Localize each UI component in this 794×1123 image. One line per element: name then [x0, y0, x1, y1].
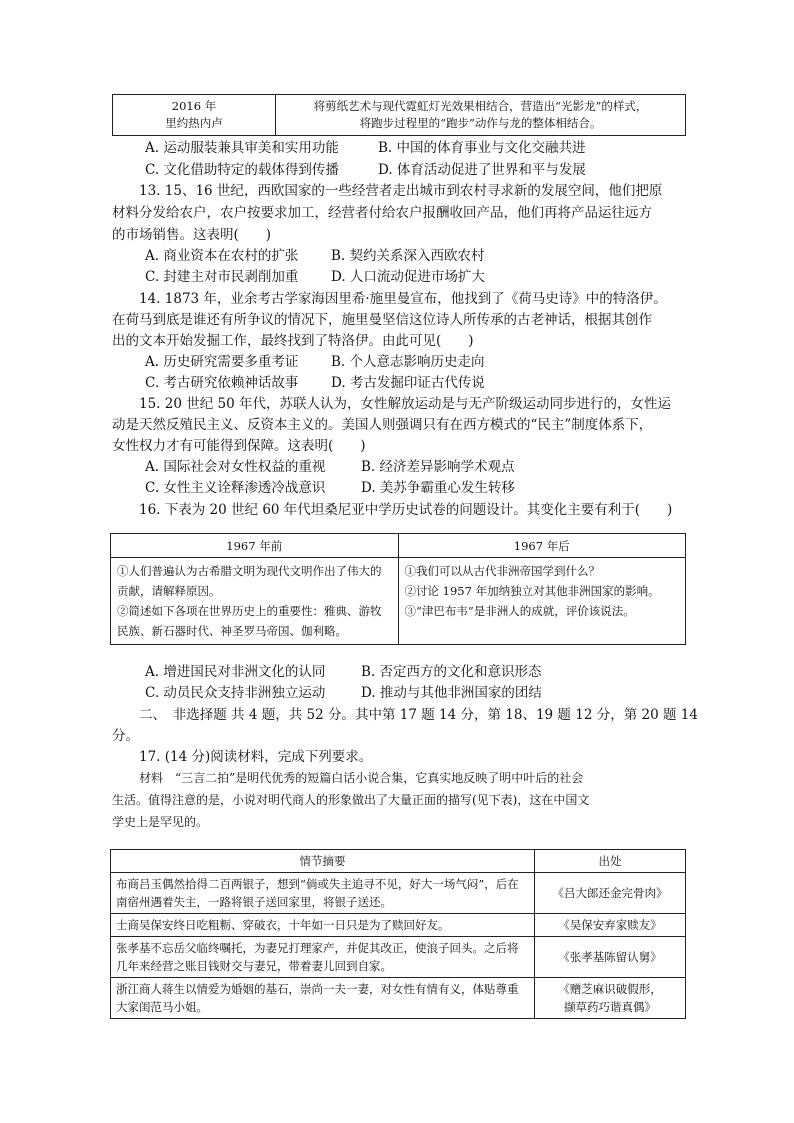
table-row	[111, 558, 686, 645]
q12-option-d[interactable]: D. 体育活动促进了世界和平与发展	[378, 162, 586, 178]
q17-material-line-3: 学史上是罕见的。	[112, 815, 209, 829]
source-cell: 《吴保安弃家赎友》	[535, 914, 686, 937]
header-after-1967: 1967 年后	[398, 534, 686, 558]
q13-option-b[interactable]: B. 契约关系深入西欧农村	[331, 248, 485, 264]
source-cell: 《吕大郎还金完骨肉》	[535, 873, 686, 914]
q14-stem-line-2: 在荷马到底是谁还有所争议的情况下，施里曼坚信这位诗人所传承的古老神话，根据其创作	[112, 312, 652, 328]
after-item-2: ②讨论 1957 年加纳独立对其他非洲国家的影响。	[404, 584, 660, 598]
year-city-cell: 2016 年 里约热内卢	[113, 95, 276, 136]
before-1967-cell	[111, 558, 399, 645]
q16-option-d[interactable]: D. 推动与其他非洲国家的团结	[361, 685, 542, 701]
q15-stem-line-3: 女性权力才有可能得到保障。这表明( )	[112, 438, 366, 454]
q16-option-b[interactable]: B. 否定西方的文化和意识形态	[361, 664, 542, 680]
q15-option-b[interactable]: B. 经济差异影响学术观点	[361, 459, 515, 475]
q14-option-b[interactable]: B. 个人意志影响历史走向	[331, 354, 485, 370]
section-2-heading-line-1: 二、 非选择题 共 4 题，共 52 分。其中第 17 题 14 分，第 18、19 题 12 分，第 20 题 14	[139, 707, 698, 723]
before-item-2: ②简述如下各项在世界历史上的重要性：雅典、游牧民族、新石器时代、神圣罗马帝国、伽利略。	[117, 604, 382, 638]
header-before-1967: 1967 年前	[111, 534, 399, 558]
source-cell: 《张孝基陈留认舅》	[535, 937, 686, 978]
design-description-cell: 将剪纸艺术与现代霓虹灯光效果相结合，营造出“光影龙”的样式， 将跑步过程里的“跑步”动作与龙的整体相结合。	[276, 95, 686, 136]
plot-cell: 布商吕玉偶然拾得二百两银子，想到“倘或失主追寻不见，好大一场气闷”，后在南宿州遇着失主，一路将银子送回家里，将银子送还。	[111, 873, 535, 914]
q14-option-a[interactable]: A. 历史研究需要多重考证	[145, 354, 299, 370]
source-cell: 《赠芝麻识破假形， 撷草药巧谐真偶》	[535, 978, 686, 1019]
q17-merchant-story-table	[110, 849, 686, 1019]
table-row	[111, 873, 686, 914]
after-1967-cell	[398, 558, 686, 645]
q13-option-c[interactable]: C. 封建主对市民剥削加重	[145, 269, 299, 285]
q17-material-line-1: 材料 “三言二拍”是明代优秀的短篇白话小说合集，它真实地反映了明中叶后的社会	[139, 771, 584, 785]
q17-material-line-2: 生活。值得注意的是，小说对明代商人的形象做出了大量正面的描写(见下表)，这在中国文	[112, 793, 590, 807]
q13-option-d[interactable]: D. 人口流动促进市场扩大	[331, 269, 485, 285]
table-header-row	[111, 850, 686, 873]
section-2-heading-line-2: 分。	[112, 728, 139, 744]
q17-stem: 17. (14 分)阅读材料，完成下列要求。	[139, 749, 373, 765]
plot-cell: 士商吴保安终日吃粗粝、穿破衣，十年如一日只是为了赎回好友。	[111, 914, 535, 937]
q15-option-a[interactable]: A. 国际社会对女性权益的重视	[145, 459, 326, 475]
q14-stem-line-3: 出的文本开始发掘工作，最终找到了特洛伊。由此可见( )	[112, 333, 474, 349]
after-item-1: ①我们可以从古代非洲帝国学到什么？	[404, 564, 600, 578]
table-header-row	[111, 534, 686, 558]
table-row	[111, 937, 686, 978]
q14-option-d[interactable]: D. 考古发掘印证古代传说	[331, 375, 485, 391]
table-row	[111, 914, 686, 937]
plot-cell: 张孝基不忘岳父临终嘱托，为妻兄打理家产，并促其改正，使浪子回头。之后将几年来经营之账目钱财交与妻兄，带着妻儿回到自家。	[111, 937, 535, 978]
q13-stem-line-3: 的市场销售。这表明( )	[112, 227, 272, 243]
q15-option-d[interactable]: D. 美苏争霸重心发生转移	[361, 480, 515, 496]
q12-option-c[interactable]: C. 文化借助特定的载体得到传播	[145, 162, 339, 178]
header-plot-summary: 情节摘要	[111, 850, 535, 873]
q14-option-c[interactable]: C. 考古研究依赖神话故事	[145, 375, 299, 391]
q13-option-a[interactable]: A. 商业资本在农村的扩张	[145, 248, 299, 264]
before-item-1: ①人们普遍认为古希腊文明为现代文明作出了伟大的贡献，请解释原因。	[117, 564, 382, 598]
plot-cell: 浙江商人蒋生以情爱为婚姻的基石，崇尚一夫一妻，对女性有情有义，体贴尊重大家闺范马小姐。	[111, 978, 535, 1019]
q16-exam-question-table	[110, 533, 686, 645]
q15-stem-line-1: 15. 20 世纪 50 年代，苏联人认为，女性解放运动是与无产阶级运动同步进行的，女性运	[139, 396, 671, 412]
q13-stem-line-2: 材料分发给农户，农户按要求加工，经营者付给农户报酬收回产品，他们再将产品运往远方	[112, 205, 652, 221]
q12-option-b[interactable]: B. 中国的体育事业与文化交融共进	[378, 140, 586, 156]
header-source: 出处	[535, 850, 686, 873]
q12-option-a[interactable]: A. 运动服装兼具审美和实用功能	[145, 140, 339, 156]
table-row	[113, 95, 686, 136]
table-row	[111, 978, 686, 1019]
top-continuation-table	[112, 94, 686, 136]
q16-option-a[interactable]: A. 增进国民对非洲文化的认同	[145, 664, 326, 680]
q16-option-c[interactable]: C. 动员民众支持非洲独立运动	[145, 685, 326, 701]
q15-option-c[interactable]: C. 女性主义诠释渗透冷战意识	[145, 480, 326, 496]
q13-stem-line-1: 13. 15、16 世纪，西欧国家的一些经营者走出城市到农村寻求新的发展空间，他们把原	[139, 183, 663, 199]
q15-stem-line-2: 动是天然反殖民主义、反资本主义的。美国人则强调只有在西方模式的“民主”制度体系下，	[112, 417, 653, 433]
q14-stem-line-1: 14. 1873 年，业余考古学家海因里希·施里曼宣布，他找到了《荷马史诗》中的特洛伊。	[139, 291, 667, 307]
after-item-3: ③“津巴布韦”是非洲人的成就，评价该说法。	[404, 604, 635, 618]
q16-stem: 16. 下表为 20 世纪 60 年代坦桑尼亚中学历史试卷的问题设计。其变化主要有利于( )	[139, 502, 673, 518]
